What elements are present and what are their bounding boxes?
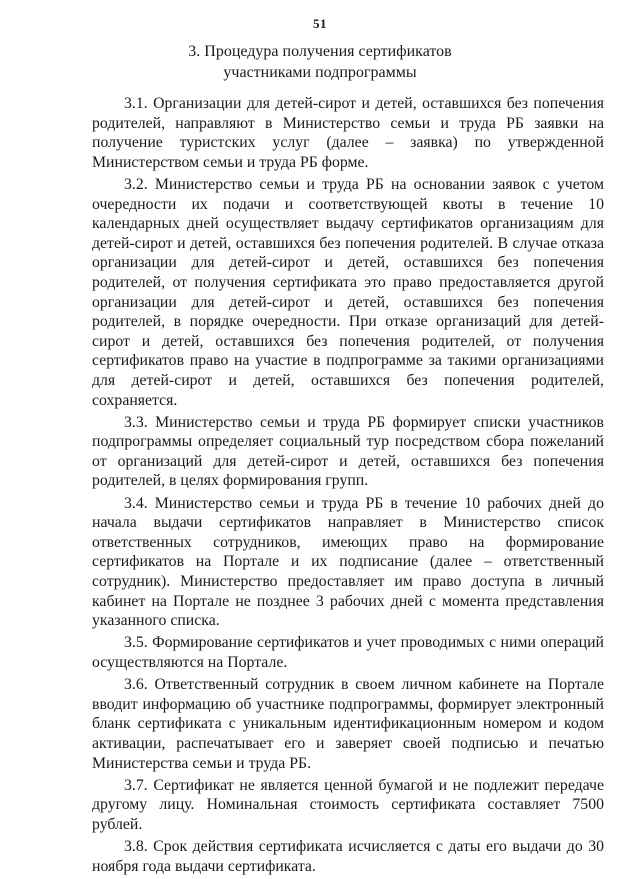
paragraph-3-1: 3.1. Организации для детей-сирот и детей, оставшихся без попечения родителей, направляют в Министерство семьи и труда РБ заявки на получение туристских услуг (далее – заявка) по утвержденной Министерством семьи и труда РБ форме. (92, 95, 604, 171)
page-number: 51 (313, 16, 327, 31)
section-heading (0, 41, 640, 83)
paragraph-3-7: 3.7. Сертификат не является ценной бумагой и не подлежит передаче другому лицу. Номинальная стоимость сертификата составляет 7500 рублей. (92, 776, 604, 833)
paragraph-3-8: 3.8. Срок действия сертификата исчисляется с даты его выдачи до 30 ноября года выдачи сертификата. (92, 838, 604, 875)
paragraph-3-6: 3.6. Ответственный сотрудник в своем личном кабинете на Портале вводит информацию об участнике подпрограммы, формирует электронный бланк сертификата с уникальным идентификационным номером и кодом активации, распечатывает его и заверяет своей подписью и печатью Министерства семьи и труда РБ. (92, 676, 604, 772)
paragraph-3-5: 3.5. Формирование сертификатов и учет проводимых с ними операций осуществляются на Портале. (92, 634, 604, 671)
paragraph-3-3: 3.3. Министерство семьи и труда РБ формирует списки участников подпрограммы определяет социальный тур посредством сбора пожеланий от организаций для детей-сирот и детей, оставшихся без попечения родителей, в целях формирования групп. (92, 413, 604, 490)
document-body (92, 94, 604, 879)
paragraph-3-4: 3.4. Министерство семьи и труда РБ в течение 10 рабочих дней до начала выдачи сертификатов направляет в Министерство список ответственных сотрудников, имеющих право на формирование сертификатов на Портале и их подписание (далее – ответственный сотрудник). Министерство предоставляет им право доступа в личный кабинет на Портале не позднее 3 рабочих дней с момента представления указанного списка. (92, 494, 604, 630)
paragraph-3-2: 3.2. Министерство семьи и труда РБ на основании заявок с учетом очередности их подачи и соответствующей квоты в течение 10 календарных дней осуществляет выдачу сертификатов организациям для детей-сирот и детей, оставшихся без попечения родителей. В случае отказа организации для детей-сирот и детей, оставшихся без попечения родителей, от получения сертификата это право предоставляется другой организации для детей-сирот и детей, оставшихся без попечения родителей, в порядке очередности. При отказе организаций для детей-сирот и детей, оставшихся без попечения родителей, от получения сертификатов право на участие в подпрограмме за такими организациями для детей-сирот и детей, оставшихся без попечения родителей, сохраняется. (92, 175, 604, 409)
section-heading-line-1: 3. Процедура получения сертификатов (188, 43, 452, 60)
section-heading-line-2: участниками подпрограммы (223, 64, 417, 81)
